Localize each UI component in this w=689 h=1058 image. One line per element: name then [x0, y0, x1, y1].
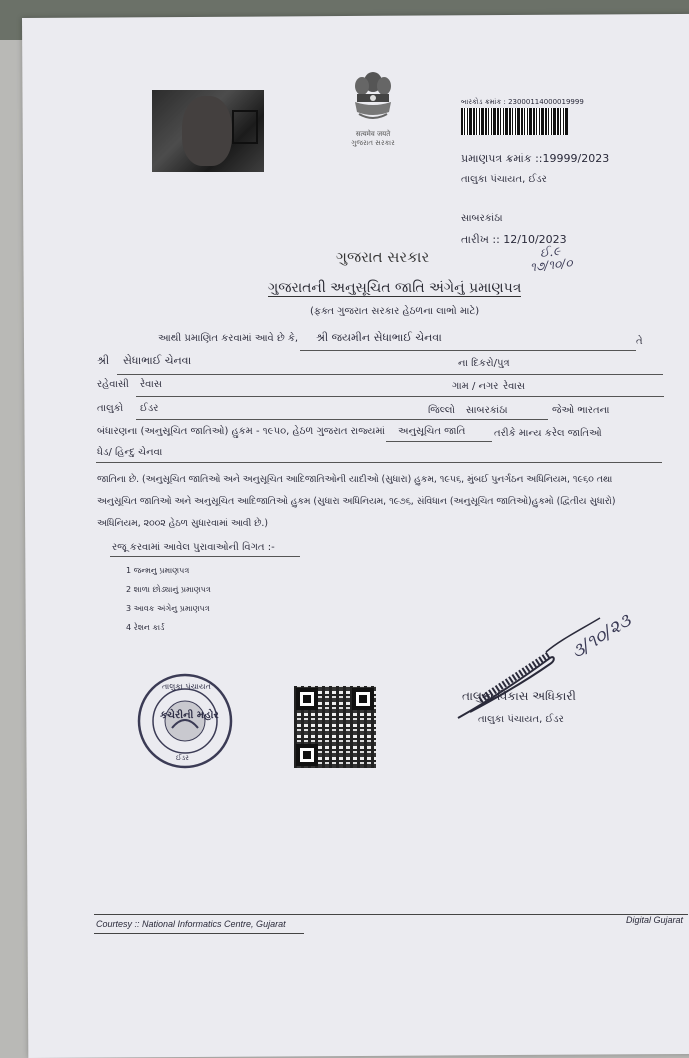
body-line-1: જાતિના છે. (અનુસૂચિત જાતિઓ અને અનુસૂચિત આદિજાતિઓની યાદીઓ (સુધારા) હુકમ, ૧૯૫૬, મુંબઈ પુનર્ગઠન અધિનિયમ, ૧૯૬૦ તથા	[97, 474, 613, 485]
father-name: સેધાભાઈ ચેનવા	[123, 354, 192, 367]
handwritten-note-2: ૧૭/૧૦/૦	[529, 255, 574, 275]
ashoka-lion-emblem-icon	[349, 68, 397, 130]
footer-courtesy: Courtesy :: National Informatics Centre, Gujarat	[96, 919, 286, 929]
barcode-label: બારકોડ ક્રમાંક : 23000114000019999	[461, 98, 584, 106]
village-label: ગામ / નગર	[452, 381, 499, 392]
documents-heading: રજૂ કરવામાં આવેલ પુરાવાઓની વિગત :-	[112, 542, 275, 553]
certificate-subtitle: (ફક્ત ગુજરાત સરકાર હેઠળના લાભો માટે)	[310, 306, 480, 317]
category-underline	[386, 441, 492, 442]
office-seal	[136, 672, 234, 770]
category-value: અનુસૂચિત જાતિ	[398, 426, 466, 437]
document-item: 4 રેશન કાર્ડ	[126, 623, 165, 632]
documents-heading-underline	[110, 556, 300, 557]
village-value: રેવાસ	[503, 381, 525, 392]
government-title: ગુજરાત સરકાર	[336, 248, 430, 266]
seal-outer-text: તાલુકા પંચાયત	[162, 682, 211, 691]
qr-code	[294, 686, 376, 768]
certificate-number: પ્રમાણપત્ર ક્રમાંક ::19999/2023	[461, 152, 610, 165]
recognized-text: તરીકે માન્ય કરેલ જાતિઓ	[494, 428, 602, 439]
taluka-label: તાલુકો	[97, 403, 124, 414]
footer-top-rule	[94, 914, 688, 915]
line-end-text: જેઓ ભારતના	[552, 405, 610, 416]
district-label: જિલ્લો	[428, 405, 455, 416]
header-district: સાબરકાંઠા	[461, 213, 503, 224]
son-of-label: ના દિકરો/પુત્ર	[458, 358, 510, 369]
caste-value: ધેડ/ હિન્દુ ચેનવા	[97, 447, 163, 458]
emblem-motto: सत्यमेव जयते	[355, 130, 391, 138]
name-underline	[300, 350, 636, 351]
officer-office: તાલુકા પંચાયત, ઈડર	[478, 714, 564, 725]
handwritten-note-1: ઈ.૯	[539, 243, 561, 261]
officer-title: તાલુકા વિકાસ અધિકારી	[462, 689, 576, 703]
barcode	[461, 108, 568, 135]
applicant-name: શ્રી જયમીન સેધાભાઈ ચેનવા	[316, 331, 442, 344]
certificate-date: તારીખ :: 12/10/2023	[461, 233, 567, 246]
signature-date-mark: ૩/૧૦/૨૩	[567, 610, 635, 663]
constitution-text: બંધારણના (અનુસૂચિત જાતિઓ) હુકમ - ૧૯૫૦, હેઠળ ગુજરાત રાજ્યમાં	[97, 426, 385, 437]
header-office: તાલુકા પંચાયત, ઈડર	[461, 174, 547, 185]
resident-label: રહેવાસી	[97, 379, 129, 390]
te-label: તે	[636, 336, 643, 347]
caste-underline	[96, 462, 662, 463]
document-item: 2 શાળા છોડ્યાનું પ્રમાણપત્ર	[126, 585, 211, 594]
seal-inner-text: કચેરીની મહોર	[160, 710, 219, 721]
taluka-underline	[136, 419, 548, 420]
resident-value: રેવાસ	[140, 379, 162, 390]
body-line-3: અધિનિયમ, ૨૦૦૨ હેઠળ સુધારવામાં આવી છે.)	[97, 518, 268, 529]
district-value: સાબરકાંઠા	[466, 405, 508, 416]
footer-bottom-rule	[94, 933, 304, 934]
footer-brand: Digital Gujarat	[626, 915, 684, 925]
applicant-photo	[152, 90, 264, 172]
shri-label: શ્રી	[97, 354, 110, 367]
certify-prefix: આથી પ્રમાણિત કરવામાં આવે છે કે,	[158, 333, 299, 344]
state-emblem	[340, 68, 406, 162]
body-line-2: અનુસૂચિત જાતિઓ અને અનુસૂચિત આદિજાતિઓ હુકમ (સુધારા અધિનિયમ, ૧૯૭૬, સંવિધાન (અનુસૂચિત જાતિઓ)હુકમો (દ્વિતીય સુધારો)	[97, 496, 616, 507]
document-item: 3 આવક અંગેનુ પ્રમાણપત્ર	[126, 604, 210, 613]
emblem-caption: ગુજરાત સરકાર	[351, 139, 395, 147]
taluka-value: ઈડર	[140, 403, 159, 414]
document-item: 1 જન્મનુ પ્રમાણપત્ર	[126, 566, 190, 575]
resident-underline	[136, 396, 664, 397]
father-underline	[117, 374, 663, 375]
certificate-title: ગુજરાતની અનુસૂચિત જાતિ અંગેનું પ્રમાણપત્ર	[268, 280, 522, 296]
seal-bottom-text: ઈડર	[176, 754, 189, 762]
